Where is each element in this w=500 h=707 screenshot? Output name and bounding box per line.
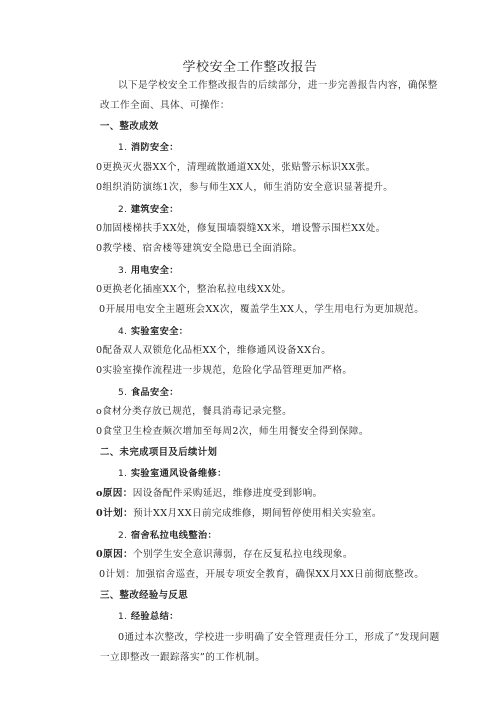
fire-subheading xyxy=(118,141,179,155)
summary-subheading xyxy=(118,610,179,624)
intro-line-1: 以下是学校安全工作整改报告的后续部分，进一步完善报告内容，确保整 xyxy=(118,80,438,91)
power-item-1: 0更换老化插座XX个，整治私拉电线XX处。 xyxy=(96,284,292,295)
vent-label: 实验室通风设备维修： xyxy=(130,468,227,479)
wire-reason-prefix: 0原因： xyxy=(96,549,134,560)
building-item-1: 0加固楼梯扶手XX处，修复围墙裂缝XX米，增设警示围栏XX处。 xyxy=(96,223,386,234)
food-item-2: 0食堂卫生检查频次增加至每周2次，师生用餐安全得到保障。 xyxy=(96,426,369,437)
lab-subheading xyxy=(118,325,188,339)
fire-item-2: 0组织消防演练1次，参与师生XX人，师生消防安全意识显著提升。 xyxy=(96,182,394,193)
vent-subheading xyxy=(118,467,227,481)
fire-label: 消防安全： xyxy=(130,142,179,153)
fire-item-1: 0更换灭火器XX个，清理疏散通道XX处，张贴警示标识XX张。 xyxy=(96,162,376,173)
building-item-2: 0教学楼、宿舍楼等建筑安全隐患已全面消除。 xyxy=(96,243,303,254)
vent-plan-prefix: 0计划： xyxy=(96,508,134,519)
wire-label: 宿舍私拉电线整治： xyxy=(130,530,218,541)
summary-num: 1. xyxy=(118,612,128,622)
food-label: 食品安全： xyxy=(130,387,179,398)
lab-num: 4. xyxy=(118,327,128,337)
food-num: 5. xyxy=(118,388,128,398)
vent-reason-text: 因设备配件采购延迟，维修进度受到影响。 xyxy=(132,488,323,499)
vent-reason-prefix: o原因： xyxy=(96,488,133,499)
power-num: 3. xyxy=(118,266,128,276)
lab-label: 实验室安全： xyxy=(130,326,189,337)
power-label: 用电安全： xyxy=(130,265,179,276)
summary-line-1: 0通过本次整改，学校进一步明确了安全管理责任分工，形成了“发现问题 xyxy=(118,632,440,643)
section1-heading: 一、整改成效 xyxy=(100,121,159,132)
summary-line-2: 一立即整改一跟踪落实”的工作机制。 xyxy=(100,652,266,663)
lab-item-2: 0实验室操作流程进一步规范，危险化学品管理更加严格。 xyxy=(96,365,353,376)
food-item-1: o食材分类存放已规范，餐具消毒记录完整。 xyxy=(96,406,293,417)
wire-reason xyxy=(96,548,353,562)
wire-subheading xyxy=(118,529,217,543)
wire-reason-text: 个别学生安全意识薄弱，存在反复私拉电线现象。 xyxy=(133,549,353,560)
fire-num: 1. xyxy=(118,143,128,153)
vent-plan xyxy=(96,507,382,521)
vent-num: 1. xyxy=(118,469,128,479)
building-subheading xyxy=(118,203,179,217)
building-label: 建筑安全： xyxy=(130,204,179,215)
power-item-2: 0开展用电安全主题班会XX次，覆盖学生XX人，学生用电行为更加规范。 xyxy=(99,304,425,315)
food-subheading xyxy=(118,386,179,400)
lab-item-1: 0配备双人双锁危化品柜XX个，维修通风设备XX台。 xyxy=(96,345,332,356)
building-num: 2. xyxy=(118,205,128,215)
page-title: 学校安全工作整改报告 xyxy=(182,60,318,75)
vent-plan-text: 预计XX月XX日前完成维修，期间暂停使用相关实验室。 xyxy=(133,508,382,519)
wire-num: 2. xyxy=(118,531,128,541)
intro-line-2: 改工作全面、具体、可操作： xyxy=(100,100,230,111)
section2-heading: 二、未完成项目及后续计划 xyxy=(100,447,218,458)
section3-heading: 三、整改经验与反思 xyxy=(100,590,188,601)
vent-reason xyxy=(96,487,323,501)
summary-label: 经验总结： xyxy=(130,611,179,622)
wire-plan: 0计划：加强宿舍巡查，开展专项安全教育，确保XX月XX日前彻底整改。 xyxy=(99,569,425,580)
power-subheading xyxy=(118,264,179,278)
